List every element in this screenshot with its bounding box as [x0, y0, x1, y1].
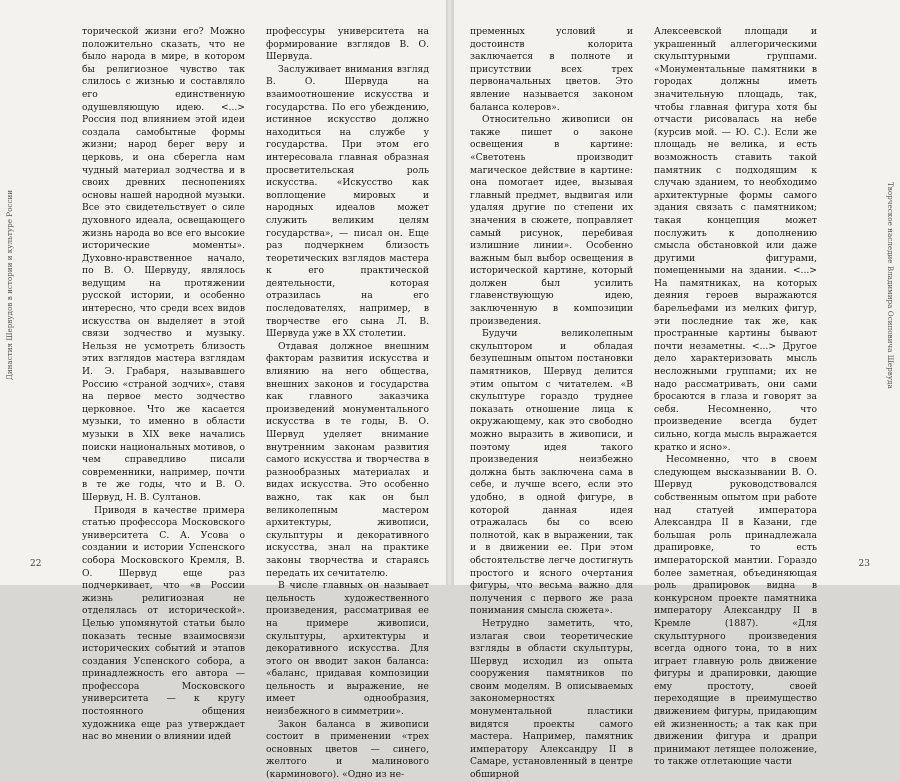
left-column-2 — [266, 26, 429, 782]
right-column-1 — [470, 26, 633, 782]
paragraph: профессуры университета на формирование взглядов В. О. Шервуда. — [266, 26, 429, 63]
paragraph: Отдавая должное внешним факторам развития искусства и влиянию на него общества, внешних законов и государства как главного заказчика произведений монументального искусства в те годы, В. О. Шервуд уделяет внимание внутренним законам развития самого искусства и творчества в разнообразных материалах и видах искусства. Это особенно важно, так как он был великолепным мастером архитектуры, живописи, скульптуры и декоративного искусства, знал на практике законы творчества и стараясь передать их сечитателю. — [266, 340, 429, 579]
paragraph: Закон баланса в живописи состоит в применении «трех основных цветов — синего, желтого и малинового (карминового). «Одно из не- — [266, 718, 429, 781]
paragraph: торической жизни его? Можно положительно сказать, что не было народа в мире, в котором бы религиозное чувство так слилось с жизнью и составляло его единственную одушевляющую идею. <...> Россия под влиянием этой идеи создала самобытные формы жизни; народ берег веру и церковь, и она сберегла нам чудный материал зодчества и в своих древних песнопениях основы нашей народной музыки. Все это свидетельствует о силе духовного идеала, освещающего жизнь народа во все его высокие исторические моменты». Духовно-нравственное начало, по В. О. Шервуду, являлось ведущим на протяжении русской истории, и особенно интересно, что среди всех видов искусства он выделяет в этой связи зодчество и музыку. Нельзя не усмотреть близость этих взглядов мастера взглядам И. Э. Грабаря, называвшего Россию «страной зодчих», ставя на первое место зодчество церковное. Что же касается музыки, то именно в области музыки в XIX веке начались поиски национальных мотивов, о чем справедливо писали современники, например, почти в те же годы, что и В. О. Шервуд, Н. В. Султанов. — [82, 26, 245, 503]
paragraph: Будучи великолепным скульптором и обладая безупешным опытом постановки памятников, Шервуд делится этим опытом с читателем. «В скульптуре гораздо труднее показать отношение лица к окружающему, как это свободно можно выразить в живописи, и поэтому идея такого произведения неизбежно должна быть заключена сама в себе, и лучше всего, если это удобно, в одной фигуре, в которой данная идея отражалась бы со всею полнотой, как в выражении, так и в движении ее. При этом обстоятельстве легче достигнуть простого и ясного очертания фигуры, что весьма важно для получения с первого же раза понимания смысла сюжета». — [470, 328, 633, 617]
running-head-left: Династия Шервудов в истории и культуре России — [5, 189, 14, 381]
page-number-right: 23 — [858, 559, 870, 569]
paragraph: пременных условий и достоинств колорита заключается в полноте и присутствии всех трех первоначальных цветов. Это явление называется законом баланса колеров». — [470, 26, 633, 113]
book-gutter — [446, 0, 454, 585]
paragraph: Несомненно, что в своем следующем высказывании В. О. Шервуд руководствовался собственным опытом при работе над статуей императора Александра II в Казани, где большая роль принадлежала драпировке, то есть императорской мантии. Гораздо более заметная, объединяющая роль драпировок видна в конкурсном проекте памятника императору Александру II в Кремле (1887). «Для скульптурного произведения всегда одного тона, то в них играет главную роль движение фигуры и драпировки, дающие ему простоту, своей переходящие в преимущество движением фигуры, придающим ей жизненность; а так как при движении фигура и драпри принимают летящее положение, то также отлетающие части — [654, 454, 817, 768]
left-column-1 — [82, 26, 245, 744]
left-page — [0, 0, 446, 781]
paragraph: Заслуживает внимания взгляд В. О. Шервуда на взаимоотношение искусства и государства. По его убеждению, истинное искусство должно находиться на службе у государства. При этом его интересовала главная образная просветительская роль искусства. «Искусство как воплощение мировых и народных идеалов может служить великим целям государства», — писал он. Еще раз подчеркнем близость теоретических взглядов мастера к его практической деятельности, которая отразилась на его последователях, например, в творчестве его сына Л. В. Шервуда уже в XX столетии. — [266, 63, 429, 340]
running-head-right: Творческое наследие Владимира Осиповича Шервуда — [886, 181, 895, 389]
paragraph: Алексеевской площади и украшенный аллегорическими скульптурными группами. «Монументальные памятники в городах должны иметь значительную площадь, так, чтобы главная фигура хотя бы отчасти рисовалась на небе (курсив мой. — Ю. С.). Если же площадь не велика, и есть возможность ставить такой памятник с подходящим к случаю зданием, то необходимо архитектурные формы самого здания связать с памятником; такая концепция может послужить к дополнению смысла обстановкой или даже другими фигурами, помещенными на здании. <...> На памятниках, на которых деяния героев выражаются барельефами из мелких фигур, эти последние так же, как пространные картины бывают почти незаметны. <...> Другое дело характеризовать мысль несложными группами; их не надо рассматривать, они сами бросаются в глаза и говорят за себя. Несомненно, что произведение всегда будет сильно, когда мысль выражается кратко и ясно». — [654, 26, 817, 453]
paragraph: В числе главных он называет цельность художественного произведения, рассматривая ее на примере живописи, скульптуры, архитектуры и декоративного искусства. Для этого он вводит закон баланса: «баланс, придавая композиции цельность и выражение, не имеет однообразия, неизбежного в симметрии». — [266, 580, 429, 718]
paragraph: Нетрудно заметить, что, излагая свои теоретические взгляды в области скульптуры, Шервуд исходил из опыта сооружения памятников по своим моделям. В описываемых закономерностях монументальной пластики видятся проекты самого мастера. Например, памятник императору Александру II в Самаре, установленный в центре обширной — [470, 617, 633, 781]
paragraph: Относительно живописи он также пишет о законе освещения в картине: «Светотень производит магическое действие в картине: она помогает идее, вызывая главный предмет, выдвигая или удаляя другие по степени их значения в сюжете, поправляет самый рисунок, перебивая излишние линии». Особенно важным был выбор освещения в исторической картине, который должен был усилить главенствующую идею, заключенную в композиции произведения. — [470, 114, 633, 327]
page-number-left: 22 — [30, 559, 42, 569]
right-page — [454, 0, 900, 781]
paragraph: Приводя в качестве примера статью профессора Московского университета С. А. Усова о создании и истории Успенского собора Московского Кремля, В. О. Шервуд еще раз подчеркивает, что «в России жизнь религиозная не отделялась от исторической». Целью упомянутой статьи было показать тесные взаимосвязи исторических событий и этапов создания Успенского собора, а принадлежность его автора — профессора Московского университета — к кругу постоянного общения художника еще раз утверждает нас во мнении о влиянии идей — [82, 504, 245, 743]
right-column-2 — [654, 26, 817, 769]
